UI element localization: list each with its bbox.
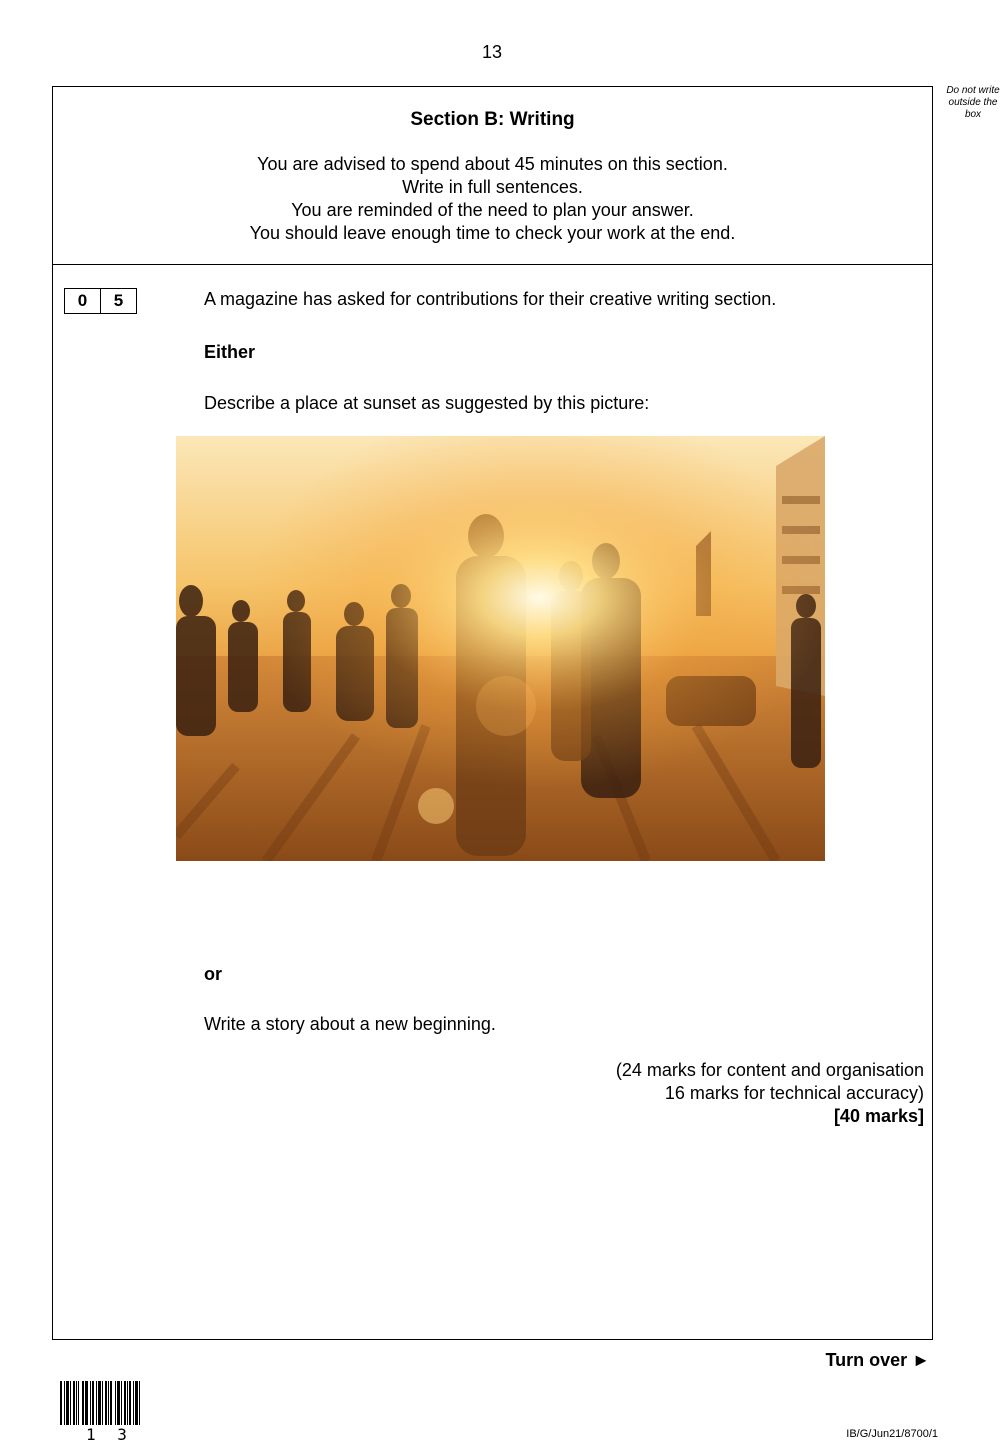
instruction-line: You are reminded of the need to plan your answer. — [291, 200, 694, 220]
section-header-box — [53, 87, 932, 265]
turn-over-label: Turn over ► — [825, 1350, 930, 1370]
barcode-bars — [60, 1381, 156, 1425]
option-or-text: Write a story about a new beginning. — [204, 1014, 496, 1034]
instruction-line: Write in full sentences. — [402, 177, 583, 197]
page-number: 13 — [481, 42, 503, 62]
barcode-number: 1 3 — [86, 1425, 133, 1444]
margin-note-line: Do not write — [946, 85, 1000, 96]
marks-line: (24 marks for content and organisation — [615, 1060, 924, 1080]
marks-allocation — [616, 1059, 924, 1128]
option-either-label: Either — [204, 342, 256, 362]
question-number-digit: 0 — [77, 291, 88, 310]
section-title: Section B: Writing — [410, 109, 575, 130]
margin-note-line: box — [964, 109, 982, 120]
section-instructions — [53, 153, 932, 245]
margin-note — [938, 85, 1008, 121]
option-or-label: or — [204, 964, 222, 984]
question-number-box — [64, 288, 137, 314]
sunset-photo — [176, 436, 825, 861]
marks-total: [40 marks] — [833, 1106, 924, 1126]
paper-code: IB/G/Jun21/8700/1 — [846, 1428, 938, 1440]
barcode — [60, 1381, 160, 1443]
question-prompt: A magazine has asked for contributions for their creative writing section. — [204, 289, 777, 309]
marks-line: 16 marks for technical accuracy) — [664, 1083, 924, 1103]
option-either-text: Describe a place at sunset as suggested by this picture: — [204, 393, 650, 413]
question-number-digit: 5 — [100, 289, 136, 313]
margin-note-line: outside the — [948, 97, 998, 108]
instruction-line: You should leave enough time to check your work at the end. — [249, 223, 736, 243]
instruction-line: You are advised to spend about 45 minutes on this section. — [257, 154, 728, 174]
